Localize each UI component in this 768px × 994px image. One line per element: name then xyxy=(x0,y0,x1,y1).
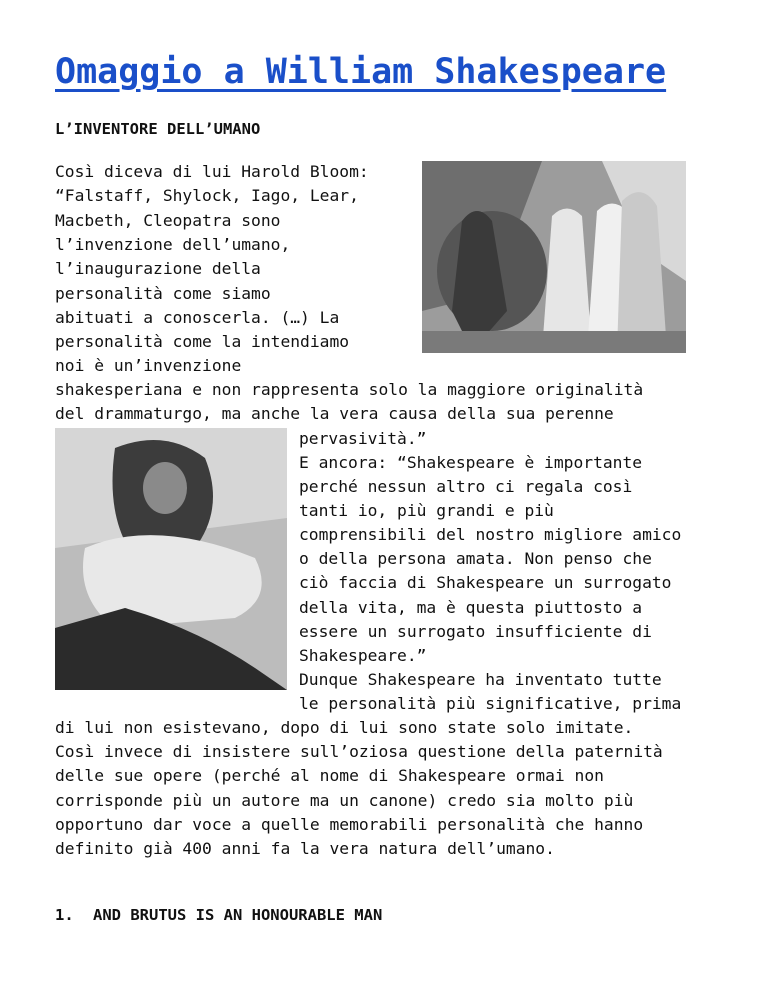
body-line: opportuno dar voce a quelle memorabili personalità che hanno xyxy=(55,815,644,834)
body-line: essere un surrogato insufficiente di xyxy=(299,622,652,641)
body-line: Macbeth, Cleopatra sono xyxy=(55,211,281,230)
section-heading xyxy=(55,906,382,924)
body-line: tanti io, più grandi e più xyxy=(299,501,554,520)
section-number: 1. xyxy=(55,906,74,924)
body-line: Così diceva di lui Harold Bloom: xyxy=(55,162,369,181)
body-line: perché nessun altro ci regala così xyxy=(299,477,633,496)
body-line: noi è un’invenzione xyxy=(55,356,242,375)
body-line: le personalità più significative, prima xyxy=(299,694,682,713)
body-line: Dunque Shakespeare ha inventato tutte xyxy=(299,670,662,689)
body-line: personalità come la intendiamo xyxy=(55,332,350,351)
body-line: del drammaturgo, ma anche la vera causa della sua perenne xyxy=(55,404,614,423)
section-title: AND BRUTUS IS AN HONOURABLE MAN xyxy=(93,906,383,924)
body-line: l’inaugurazione della xyxy=(55,259,261,278)
body-line: definito già 400 anni fa la vera natura dell’umano. xyxy=(55,839,555,858)
body-line: abituati a conoscerla. (…) La xyxy=(55,308,340,327)
subtitle: L’INVENTORE DELL’UMANO xyxy=(55,120,261,138)
body-line: E ancora: “Shakespeare è importante xyxy=(299,453,643,472)
body-line: della vita, ma è questa piuttosto a xyxy=(299,598,643,617)
body-line: Shakespeare.” xyxy=(299,646,427,665)
body-line: comprensibili del nostro migliore amico xyxy=(299,525,682,544)
body-line: l’invenzione dell’umano, xyxy=(55,235,291,254)
body-line: delle sue opere (perché al nome di Shakespeare ormai non xyxy=(55,766,604,785)
body-line: Così invece di insistere sull’oziosa questione della paternità xyxy=(55,742,663,761)
body-line: corrisponde più un autore ma un canone) credo sia molto più xyxy=(55,791,634,810)
body-line: di lui non esistevano, dopo di lui sono state solo imitate. xyxy=(55,718,634,737)
body-line: “Falstaff, Shylock, Iago, Lear, xyxy=(55,186,359,205)
body-line: pervasività.” xyxy=(299,429,427,448)
page-title[interactable]: Omaggio a William Shakespeare xyxy=(55,52,667,92)
body-line: ciò faccia di Shakespeare un surrogato xyxy=(299,573,672,592)
engraving-king-lear-cordelia-illustration xyxy=(55,428,287,690)
body-line: shakesperiana e non rappresenta solo la maggiore originalità xyxy=(55,380,644,399)
body-line: personalità come siamo xyxy=(55,284,271,303)
body-line: o della persona amata. Non penso che xyxy=(299,549,652,568)
engraving-three-figures-illustration xyxy=(422,161,686,353)
